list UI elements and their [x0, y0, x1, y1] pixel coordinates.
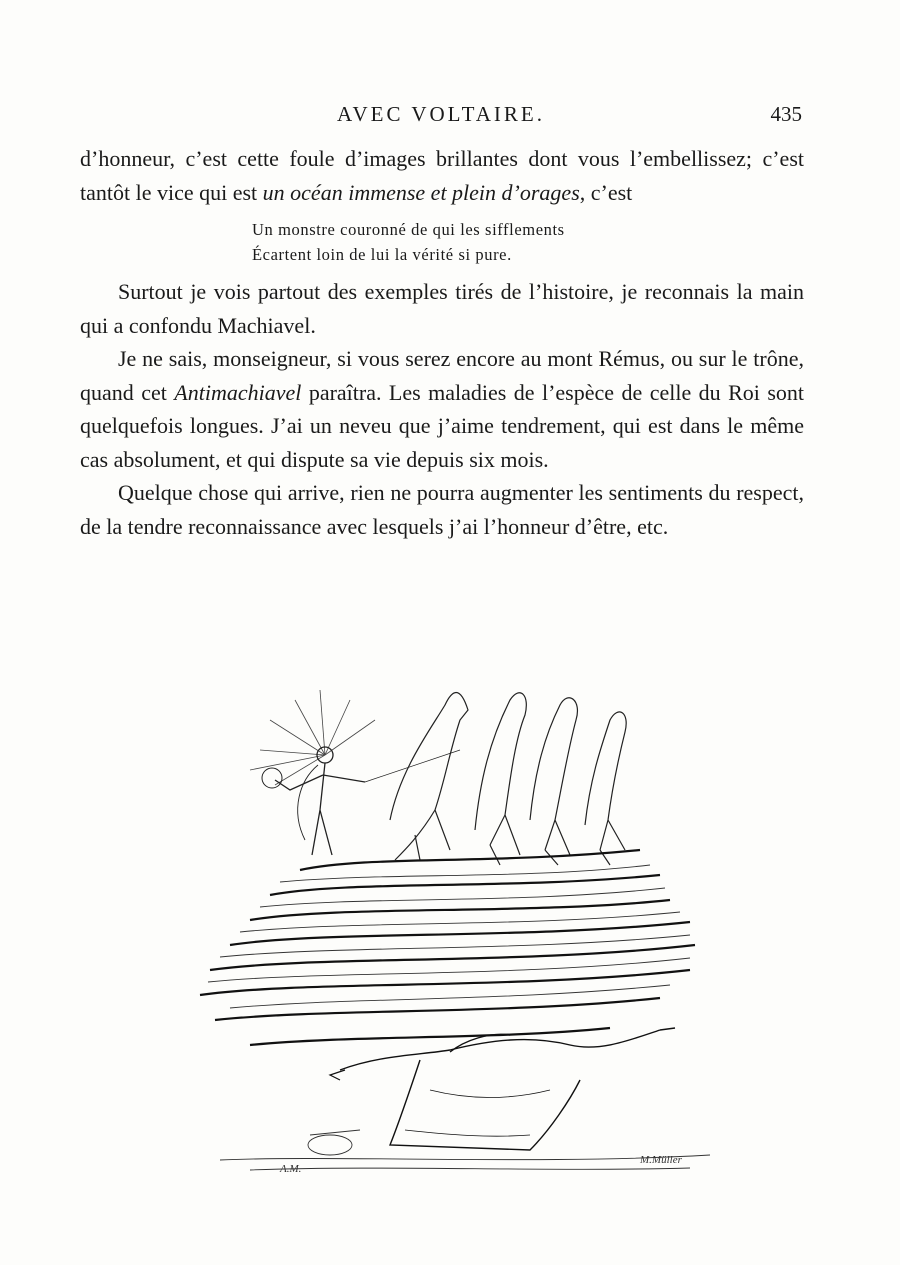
paragraph-1-start: d’honneur, c’est cette foule d’images brillantes dont vous l’embellissez; c’est tantôt le vice qui est — [80, 146, 804, 205]
paragraph-3-italic: Antimachiavel — [174, 379, 302, 405]
running-head — [80, 102, 802, 132]
cloud-shading — [208, 865, 690, 1008]
verse-line-1: Un monstre couronné de qui les sifflements — [252, 220, 565, 239]
paragraph-2: Surtout je vois partout des exemples tirés de l’histoire, je reconnais la main qui a confondu Machiavel. — [80, 279, 804, 338]
running-title: AVEC VOLTAIRE. — [337, 102, 545, 126]
engraving-illustration — [190, 660, 720, 1180]
horses — [365, 693, 626, 866]
paragraph-1-italic: un océan immense et plein d’orages — [262, 179, 580, 205]
paragraph-3-start: Je ne sais, monseigneur, si vous serez encore au mont Rémus, ou sur le trône, quand cet — [80, 346, 804, 405]
prostrate-figure — [330, 1028, 675, 1150]
apollo-figure — [262, 747, 365, 855]
paragraph-1-end: , c’est — [579, 179, 633, 205]
verse-line-2: Écartent loin de lui la vérité si pure. — [252, 245, 512, 264]
body-text — [80, 142, 804, 543]
paragraph-3 — [80, 342, 804, 476]
signature-right: M.Müller — [640, 1154, 682, 1166]
page-number: 435 — [770, 102, 802, 126]
paragraph-1 — [80, 142, 804, 209]
paragraph-3-end: paraîtra. Les maladies de l’espèce de celle du Roi sont quelquefois longues. J’ai un neveu que j’aime tendrement, qui est dans le même cas absolument, et qui dispute sa vie depuis six mois. — [80, 379, 804, 472]
verse-quote — [252, 217, 804, 267]
signature-left: A.M. — [280, 1163, 302, 1175]
paragraph-4: Quelque chose qui arrive, rien ne pourra augmenter les sentiments du respect, de la tendre reconnaissance avec lesquels j’ai l’honneur d’être, etc. — [80, 480, 804, 539]
